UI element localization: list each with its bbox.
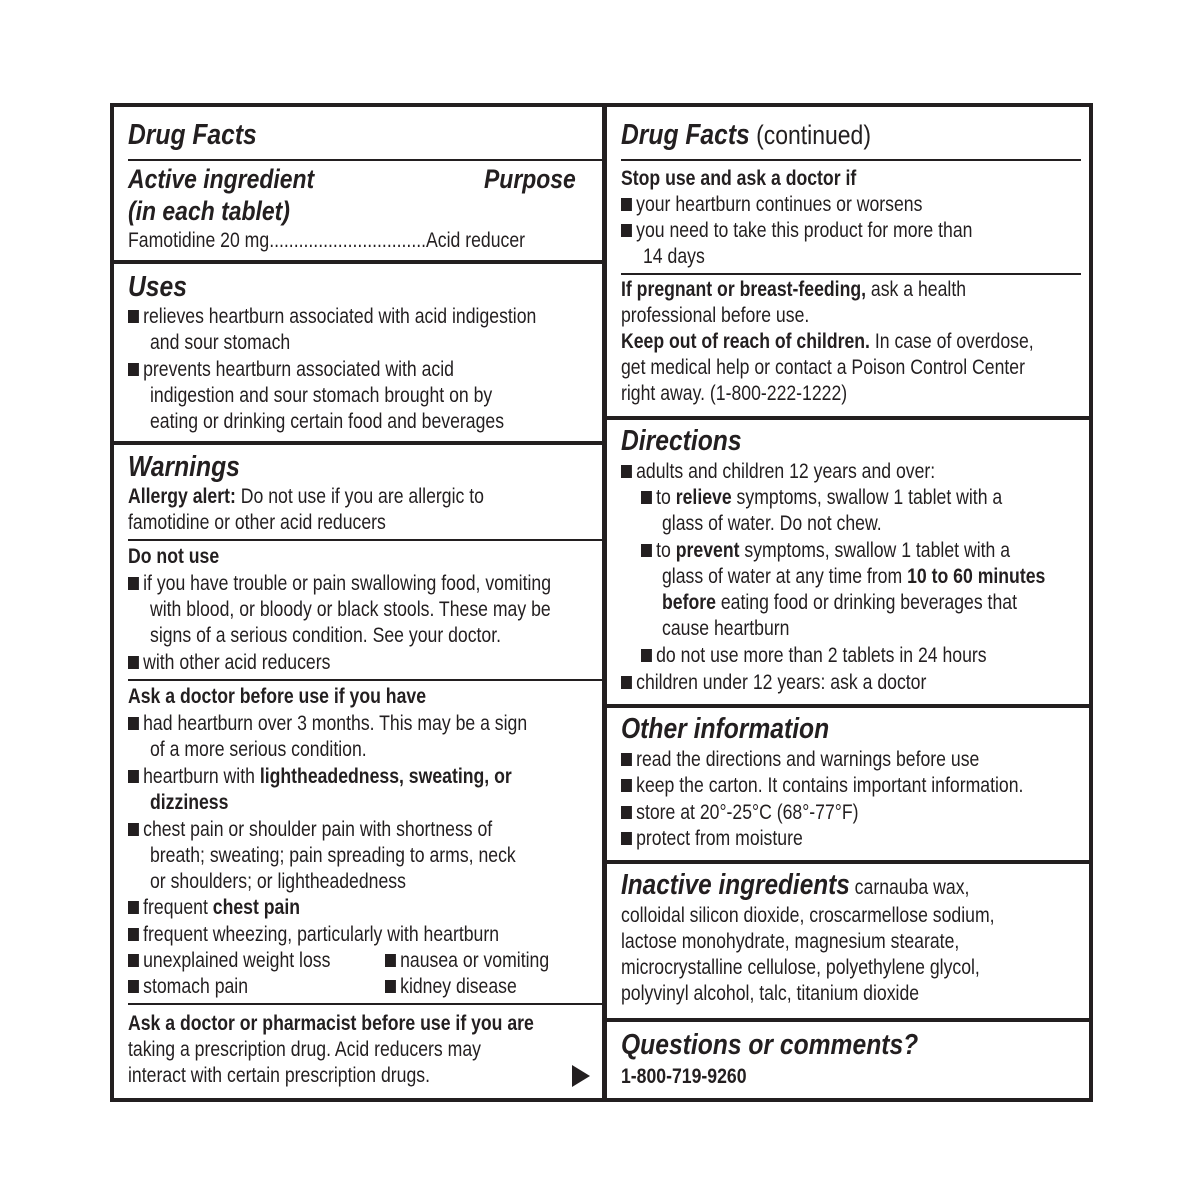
- uses-item-2: prevents heartburn associated with acid: [128, 357, 454, 383]
- bullet-icon: [128, 954, 139, 967]
- allergy-alert: Allergy alert: Do not use if you are allergic to: [128, 485, 484, 508]
- bullet-icon: [641, 544, 652, 557]
- ask-pharmacist-heading: Ask a doctor or pharmacist before use if you are: [128, 1012, 534, 1035]
- bullet-icon: [641, 649, 652, 662]
- bullet-icon: [621, 779, 632, 792]
- do-not-use-item-1-cont: signs of a serious condition. See your doctor.: [150, 624, 502, 647]
- uses-heading: Uses: [128, 271, 187, 303]
- directions-max: do not use more than 2 tablets in 24 hours: [641, 643, 987, 669]
- stop-use-item-1: your heartburn continues or worsens: [621, 192, 922, 218]
- directions-prevent-cont: cause heartburn: [662, 617, 790, 640]
- questions-phone: 1-800-719-9260: [621, 1065, 747, 1088]
- section-divider: [607, 1018, 1089, 1022]
- directions-adults: adults and children 12 years and over:: [621, 459, 935, 485]
- bullet-icon: [621, 832, 632, 845]
- other-info-item: store at 20°-25°C (68°-77°F): [621, 800, 858, 826]
- bullet-icon: [128, 823, 139, 836]
- drug-facts-continued-title: Drug Facts (continued): [621, 119, 871, 151]
- ask-pharmacist-text: taking a prescription drug. Acid reducers may: [128, 1038, 481, 1061]
- other-info-heading: Other information: [621, 713, 830, 745]
- uses-item-1-cont: and sour stomach: [150, 331, 291, 354]
- section-divider: [607, 860, 1089, 864]
- bullet-icon: [128, 363, 139, 376]
- bullet-icon: [621, 806, 632, 819]
- inactive-ingredients-line: polyvinyl alcohol, talc, titanium dioxide: [621, 982, 920, 1005]
- ingredient-purpose: Acid reducer: [426, 229, 526, 252]
- ask-doctor-item-2-cont: dizziness: [150, 791, 229, 814]
- ask-doctor-item-1-cont: of a more serious condition.: [150, 738, 367, 761]
- left-column: [114, 107, 602, 1098]
- directions-prevent-cont: glass of water at any time from 10 to 60 minutes: [662, 565, 1046, 588]
- continue-arrow-icon: [572, 1065, 590, 1087]
- ask-doctor-item-1: had heartburn over 3 months. This may be a sign: [128, 711, 527, 737]
- ask-doctor-item-3: chest pain or shoulder pain with shortness of: [128, 817, 492, 843]
- uses-item-2-cont: eating or drinking certain food and beverages: [150, 410, 505, 433]
- active-ingredient-line: [128, 228, 525, 254]
- ask-doctor-item-7a: stomach pain: [128, 974, 248, 1000]
- ingredient-name: Famotidine 20 mg: [128, 229, 270, 252]
- pregnant-warning: If pregnant or breast-feeding, ask a health: [621, 278, 967, 301]
- directions-heading: Directions: [621, 425, 742, 457]
- inactive-ingredients-line: microcrystalline cellulose, polyethylene glycol,: [621, 956, 980, 979]
- purpose-heading: Purpose: [484, 164, 576, 194]
- directions-prevent: to prevent symptoms, swallow 1 tablet with a: [641, 538, 1010, 564]
- directions-children: children under 12 years: ask a doctor: [621, 670, 926, 696]
- section-divider: [114, 441, 602, 445]
- bullet-icon: [621, 224, 632, 237]
- bullet-icon: [128, 310, 139, 323]
- title-rule: [128, 159, 602, 161]
- bullet-icon: [128, 770, 139, 783]
- ask-doctor-item-4: frequent chest pain: [128, 895, 300, 921]
- section-divider: [607, 704, 1089, 708]
- ask-doctor-item-3-cont: breath; sweating; pain spreading to arms, neck: [150, 844, 516, 867]
- pregnant-warning-cont: professional before use.: [621, 304, 810, 327]
- keep-out-of-reach-cont: get medical help or contact a Poison Control Center: [621, 356, 1025, 379]
- inactive-ingredients-line: colloidal silicon dioxide, croscarmellose sodium,: [621, 904, 995, 927]
- subsection-rule: [621, 273, 1081, 275]
- ask-doctor-item-6a: unexplained weight loss: [128, 948, 330, 974]
- inactive-ingredients: Inactive ingredients carnauba wax,: [621, 869, 970, 901]
- bullet-icon: [641, 491, 652, 504]
- ask-doctor-item-7b: kidney disease: [385, 974, 517, 1000]
- bullet-icon: [621, 676, 632, 689]
- bullet-icon: [385, 980, 396, 993]
- bullet-icon: [128, 717, 139, 730]
- bullet-icon: [128, 980, 139, 993]
- keep-out-of-reach: Keep out of reach of children. In case of overdose,: [621, 330, 1034, 353]
- do-not-use-item-1: if you have trouble or pain swallowing food, vomiting: [128, 571, 551, 597]
- bullet-icon: [621, 465, 632, 478]
- drug-facts-label: [110, 103, 1093, 1102]
- uses-item-2-cont: indigestion and sour stomach brought on by: [150, 384, 493, 407]
- ask-pharmacist-text-cont: interact with certain prescription drugs.: [128, 1064, 430, 1087]
- inactive-ingredients-line: lactose monohydrate, magnesium stearate,: [621, 930, 960, 953]
- ask-doctor-heading: Ask a doctor before use if you have: [128, 685, 427, 708]
- stop-use-heading: Stop use and ask a doctor if: [621, 167, 857, 190]
- ask-doctor-item-3-cont: or shoulders; or lightheadedness: [150, 870, 406, 893]
- poison-control-phone: right away. (1-800-222-1222): [621, 382, 848, 405]
- ingredient-dots: ................................: [269, 229, 427, 252]
- section-divider: [114, 260, 602, 264]
- bullet-icon: [128, 577, 139, 590]
- subsection-rule: [128, 679, 602, 681]
- other-info-item: protect from moisture: [621, 826, 803, 852]
- ask-doctor-item-5: frequent wheezing, particularly with heartburn: [128, 922, 499, 948]
- do-not-use-heading: Do not use: [128, 545, 220, 568]
- bullet-icon: [621, 198, 632, 211]
- inactive-ingredients-heading: Inactive ingredients: [621, 869, 850, 901]
- section-divider: [607, 416, 1089, 420]
- drug-facts-title: Drug Facts: [128, 119, 257, 151]
- bullet-icon: [621, 753, 632, 766]
- directions-relieve-cont: glass of water. Do not chew.: [662, 512, 882, 535]
- subsection-rule: [128, 539, 602, 541]
- ask-doctor-item-6b: nausea or vomiting: [385, 948, 549, 974]
- active-ingredient-heading-sub: (in each tablet): [128, 196, 290, 226]
- warnings-heading: Warnings: [128, 451, 240, 483]
- stop-use-item-2-cont: 14 days: [643, 245, 705, 268]
- active-ingredient-heading: Active ingredient: [128, 164, 315, 194]
- questions-heading: Questions or comments?: [621, 1029, 919, 1061]
- right-column: [607, 107, 1089, 1098]
- do-not-use-item-2: with other acid reducers: [128, 650, 330, 676]
- ask-doctor-item-2: heartburn with lightheadedness, sweating, or: [128, 764, 512, 790]
- bullet-icon: [128, 928, 139, 941]
- subsection-rule: [128, 1003, 602, 1005]
- title-rule: [621, 159, 1081, 161]
- bullet-icon: [128, 901, 139, 914]
- allergy-alert-cont: famotidine or other acid reducers: [128, 511, 386, 534]
- stop-use-item-2: you need to take this product for more than: [621, 218, 972, 244]
- uses-item-1: relieves heartburn associated with acid indigestion: [128, 304, 536, 330]
- directions-prevent-cont: before eating food or drinking beverages that: [662, 591, 1017, 614]
- other-info-item: read the directions and warnings before use: [621, 747, 979, 773]
- do-not-use-item-1-cont: with blood, or bloody or black stools. These may be: [150, 598, 551, 621]
- bullet-icon: [128, 656, 139, 669]
- bullet-icon: [385, 954, 396, 967]
- other-info-item: keep the carton. It contains important information.: [621, 773, 1023, 799]
- directions-relieve: to relieve symptoms, swallow 1 tablet with a: [641, 485, 1002, 511]
